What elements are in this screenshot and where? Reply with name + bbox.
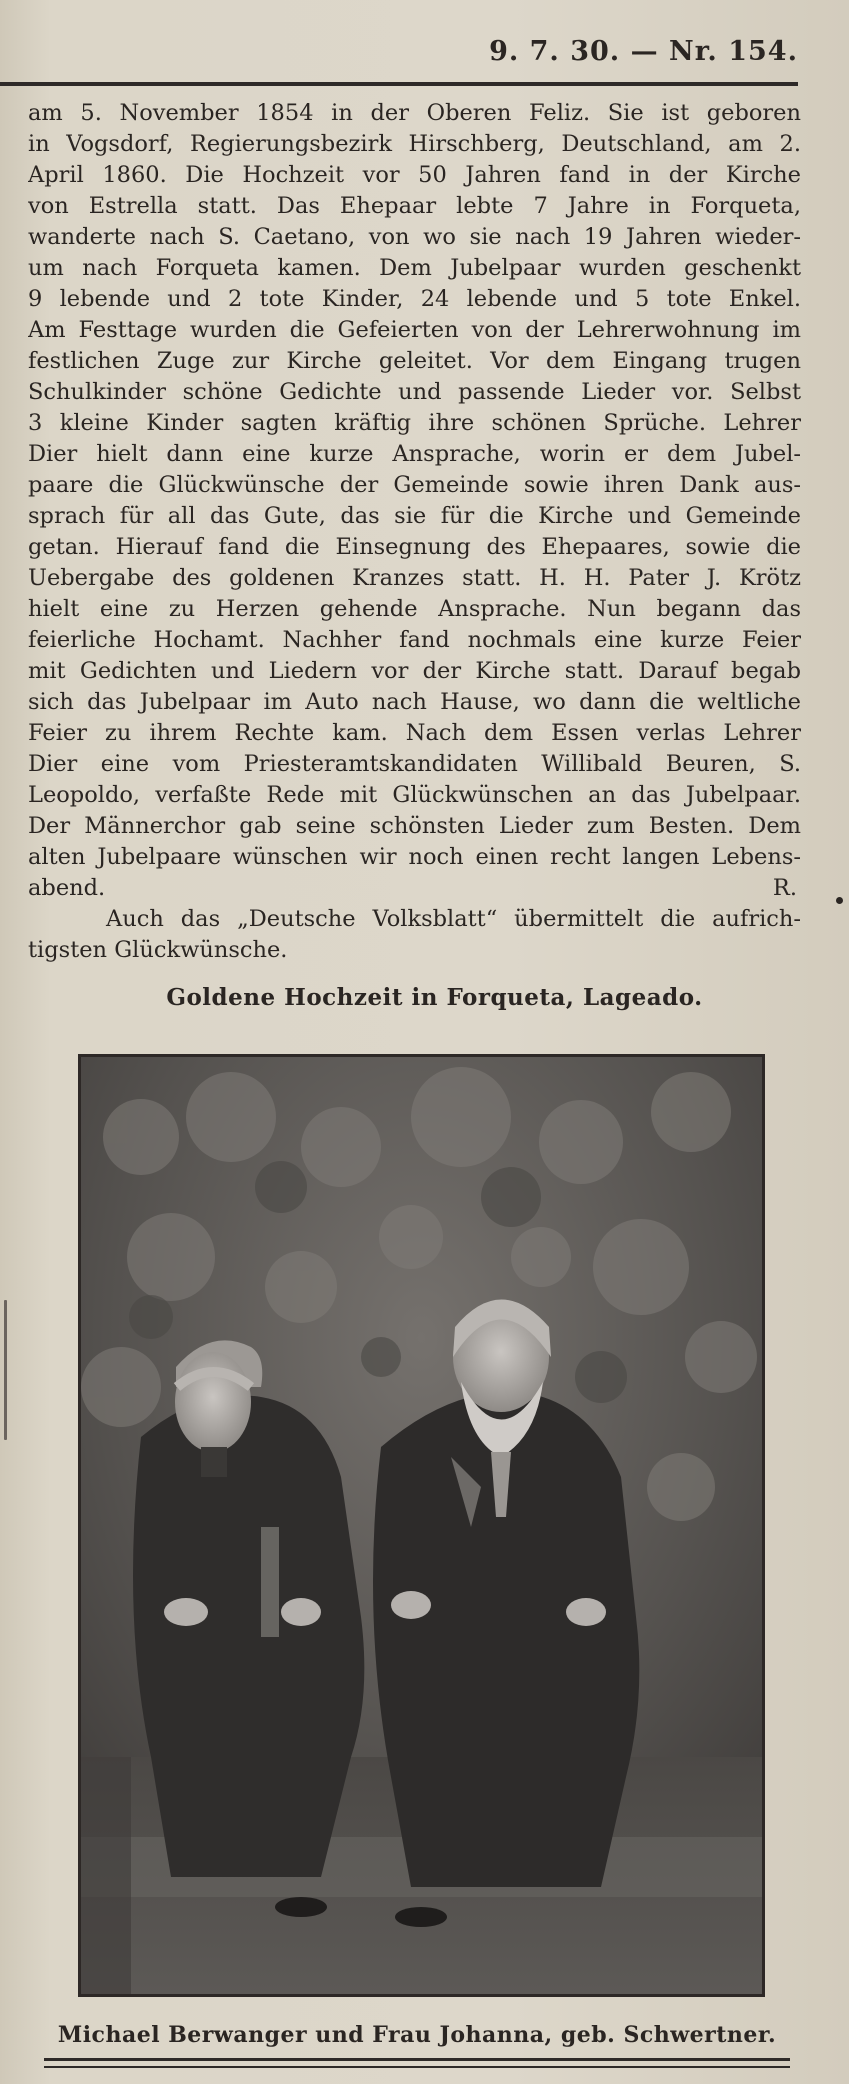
- article-line: Leopoldo, verfaßte Rede mit Glückwünschen an das Jubelpaar.: [28, 782, 801, 808]
- article-line: Dier eine vom Priesteramtskandidaten Willibald Beuren, S.: [28, 751, 801, 777]
- header-rule: [0, 82, 798, 86]
- article-line: feierliche Hochamt. Nachher fand nochmals eine kurze Feier: [28, 627, 801, 653]
- article-line: Uebergabe des goldenen Kranzes statt. H. H. Pater J. Krötz: [28, 565, 801, 591]
- article-line: sich das Jubelpaar im Auto nach Hause, wo dann die weltliche: [28, 689, 801, 715]
- article-line: abend.: [28, 875, 106, 901]
- article-line: 3 kleine Kinder sagten kräftig ihre schönen Sprüche. Lehrer: [28, 410, 801, 436]
- caption-rule: [44, 2058, 790, 2061]
- author-signature: R.: [772, 875, 797, 901]
- caption-rule-thin: [44, 2066, 790, 2068]
- article-line: Am Festtage wurden die Gefeierten von der Lehrerwohnung im: [28, 317, 801, 343]
- article-line: mit Gedichten und Liedern vor der Kirche statt. Darauf begab: [28, 658, 801, 684]
- issue-header: 9. 7. 30. — Nr. 154.: [489, 36, 798, 67]
- article-line: getan. Hierauf fand die Einsegnung des Ehepaares, sowie die: [28, 534, 801, 560]
- article-line: 9 lebende und 2 tote Kinder, 24 lebende und 5 tote Enkel.: [28, 286, 801, 312]
- article-body: [28, 98, 801, 966]
- article-line: April 1860. Die Hochzeit vor 50 Jahren fand in der Kirche: [28, 162, 801, 188]
- article-line: Schulkinder schöne Gedichte und passende Lieder vor. Selbst: [28, 379, 801, 405]
- page-edge-shadow: [4, 1300, 7, 1440]
- article-line: festlichen Zuge zur Kirche geleitet. Vor dem Eingang trugen: [28, 348, 801, 374]
- article-line: von Estrella statt. Das Ehepaar lebte 7 Jahre in Forqueta,: [28, 193, 801, 219]
- article-line: in Vogsdorf, Regierungsbezirk Hirschberg, Deutschland, am 2.: [28, 131, 801, 157]
- article-last-line: [28, 873, 801, 904]
- article-line: Der Männerchor gab seine schönsten Lieder zum Besten. Dem: [28, 813, 801, 839]
- article-line: um nach Forqueta kamen. Dem Jubelpaar wurden geschenkt: [28, 255, 801, 281]
- couple-photograph: [78, 1054, 765, 1997]
- ink-speck: [836, 897, 843, 904]
- article-line: wanderte nach S. Caetano, von wo sie nach 19 Jahren wieder-: [28, 224, 801, 250]
- closing-line: Auch das „Deutsche Volksblatt“ übermittelt die aufrich-: [106, 906, 801, 932]
- article-line: paare die Glückwünsche der Gemeinde sowie ihren Dank aus-: [28, 472, 801, 498]
- photo-caption: Michael Berwanger und Frau Johanna, geb. Schwertner.: [57, 2022, 777, 2048]
- article-line: alten Jubelpaare wünschen wir noch einen recht langen Lebens-: [28, 844, 801, 870]
- photo-title: Goldene Hochzeit in Forqueta, Lageado.: [166, 984, 703, 1011]
- article-line: Dier hielt dann eine kurze Ansprache, worin er dem Jubel-: [28, 441, 801, 467]
- article-line: hielt eine zu Herzen gehende Ansprache. Nun begann das: [28, 596, 801, 622]
- article-line: sprach für all das Gute, das sie für die Kirche und Gemeinde: [28, 503, 801, 529]
- closing-line: tigsten Glückwünsche.: [28, 937, 288, 963]
- article-line: Feier zu ihrem Rechte kam. Nach dem Essen verlas Lehrer: [28, 720, 801, 746]
- article-line: am 5. November 1854 in der Oberen Feliz. Sie ist geboren: [28, 100, 801, 126]
